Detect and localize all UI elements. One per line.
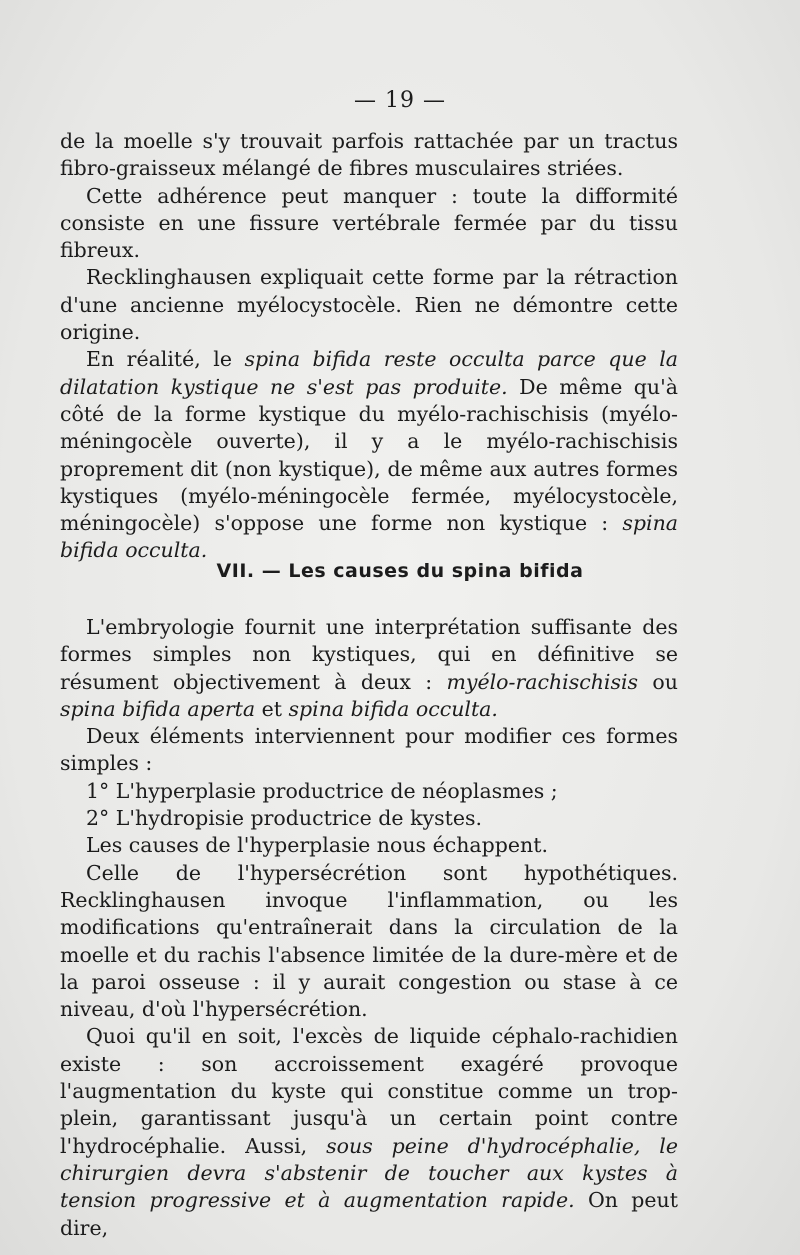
list-item: 2° L'hydropisie productrice de kystes.: [86, 806, 483, 831]
paragraph: [60, 614, 678, 723]
paragraph: [60, 1023, 678, 1241]
text-run: En réalité, le: [86, 347, 232, 372]
list-item: 1° L'hyperplasie productrice de néoplasmes ;: [86, 778, 558, 803]
paragraph: Deux éléments interviennent pour modifier ces formes simples :: [60, 724, 678, 776]
section-heading: VII. — Les causes du spina bifida: [216, 560, 584, 582]
paragraph: Cette adhérence peut manquer : toute la difformité consiste en une fissure vertébrale fermée par du tissu fibreux.: [60, 183, 678, 263]
text-block-top: [60, 128, 678, 565]
text-run: ou: [652, 669, 678, 694]
text-run: Quoi qu'il en soit, l'excès de liquide céphalo-rachidien existe : son accroissement exagéré provoque l'augmentation du kyste qui constitue comme un trop-plein, garantissant jusqu'à un certain point contre l'hydrocéphalie. Aussi,: [60, 1024, 678, 1158]
text-run: L'embryologie fournit une interprétation suffisante des formes simples non kystiques, qui en définitive se résument objectivement à deux :: [60, 615, 678, 694]
text-run: De même qu'à côté de la forme kystique du myélo-rachischisis (myélo-méningocèle ouverte), il y a le myélo-rachischisis proprement dit (non kystique), de même aux autres formes kystiques (myélo-méningocèle fermée, myélocystocèle, méningocèle) s'oppose une forme non kystique :: [60, 374, 678, 536]
paragraph: Recklinghausen expliquait cette forme par la rétraction d'une ancienne myélocystocèle. Rien ne démontre cette origine.: [60, 265, 678, 345]
paragraph: [60, 346, 678, 564]
text-run: et: [261, 696, 282, 721]
paragraph: Les causes de l'hyperplasie nous échappent.: [86, 833, 548, 858]
italic-run: spina bifida occulta.: [60, 511, 678, 563]
page-number: — 19 —: [354, 88, 446, 113]
italic-run: myélo-rachischisis: [446, 669, 639, 694]
italic-run: spina bifida reste occulta parce que la dilatation kystique ne s'est pas produite.: [60, 347, 678, 399]
paragraph: de la moelle s'y trouvait parfois rattachée par un tractus fibro-graisseux mélangé de fibres musculaires striées.: [60, 129, 678, 181]
italic-run: spina bifida aperta: [60, 696, 256, 721]
paragraph: Celle de l'hypersécrétion sont hypothétiques. Recklinghausen invoque l'inflammation, ou les modifications qu'entraînerait dans la circulation de la moelle et du rachis l'absence limitée de la dure-mère et de la paroi osseuse : il y aurait congestion ou stase à ce niveau, d'où l'hypersécrétion.: [60, 860, 678, 1022]
italic-run: sous peine d'hydrocéphalie, le chirurgien devra s'abstenir de toucher aux kystes à tension progressive et à augmentation rapide.: [60, 1133, 678, 1213]
italic-run: spina bifida occulta.: [288, 696, 498, 721]
text-run: On peut dire,: [60, 1188, 678, 1240]
text-block-bottom: [60, 614, 678, 1242]
